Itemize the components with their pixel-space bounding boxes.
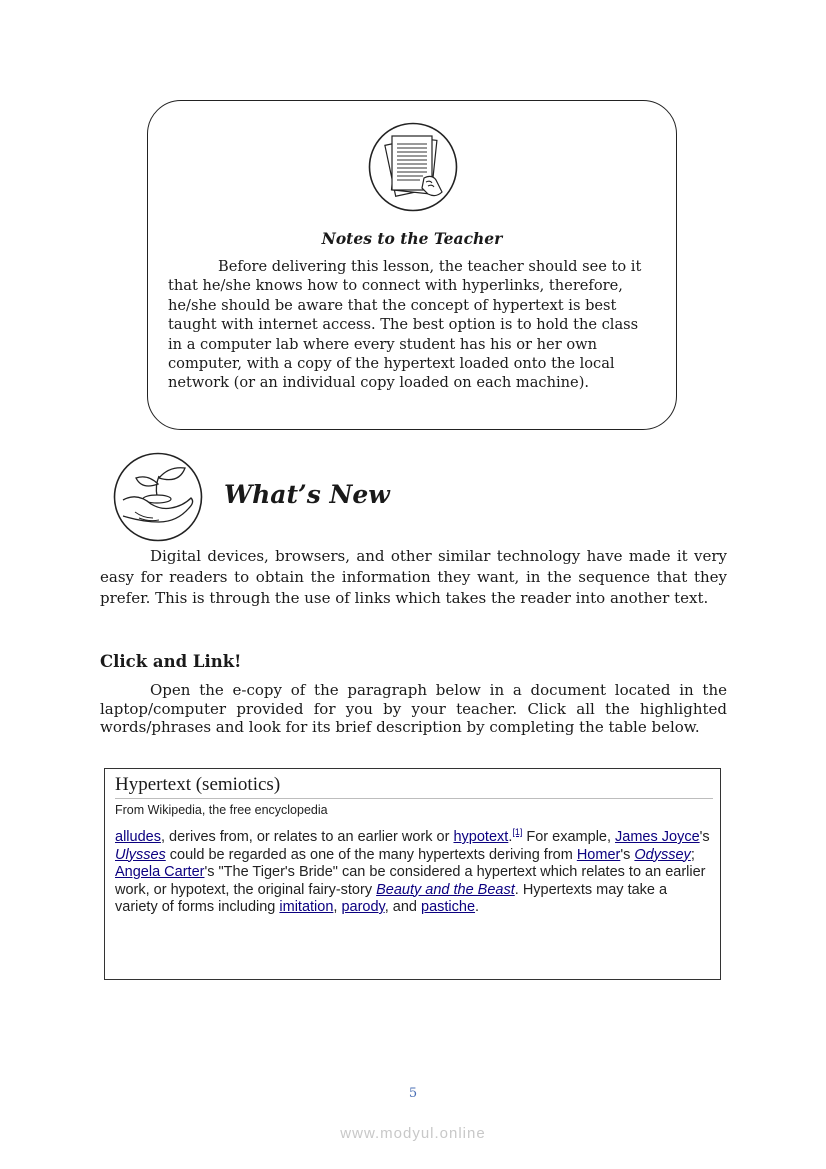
wiki-text-segment: . — [475, 899, 480, 915]
wiki-text-segment: 's — [620, 846, 635, 863]
watermark: www.modyul.online — [340, 1125, 486, 1142]
link-ulysses[interactable]: Ulysses — [115, 846, 166, 863]
wiki-text-segment: could be regarded as one of the many hypertexts deriving from — [165, 846, 577, 863]
link-reference-1[interactable]: [1] — [512, 827, 523, 838]
wiki-text-segment: For example, — [522, 829, 616, 845]
link-parody[interactable]: parody — [341, 899, 385, 915]
link-pastiche[interactable]: pastiche — [421, 899, 476, 915]
papers-in-hand-icon — [368, 122, 458, 212]
notes-body — [168, 257, 648, 393]
click-and-link-instructions — [100, 681, 727, 737]
wiki-text-segment: . — [508, 829, 513, 845]
notes-body-text: Before delivering this lesson, the teacher should see to it that he/she knows how to connect with hyperlinks, therefore, he/she should be aware that the concept of hypertext is best taught with internet access. The best option is to hold the class in a computer lab where every student has his or her own computer, with a copy of the hypertext loaded onto the local network (or an individual copy loaded on each machine). — [168, 258, 642, 392]
whats-new-intro-text: Digital devices, browsers, and other similar technology have made it very easy for readers to obtain the information they want, in the sequence that they prefer. This is through the use of links which takes the reader into another text. — [100, 547, 727, 607]
click-and-link-heading: Click and Link! — [100, 652, 242, 671]
page-number: 5 — [408, 1086, 418, 1101]
plant-in-hand-icon — [113, 452, 203, 542]
notes-title: Notes to the Teacher — [321, 229, 503, 248]
link-beauty-and-the-beast[interactable]: Beauty and the Beast — [376, 881, 515, 898]
link-homer[interactable]: Homer — [576, 846, 621, 863]
link-imitation[interactable]: imitation — [279, 899, 334, 915]
wiki-subtitle: From Wikipedia, the free encyclopedia — [115, 803, 328, 817]
link-james-joyce[interactable]: James Joyce — [615, 829, 700, 845]
wikipedia-excerpt-box — [104, 768, 721, 980]
link-hypotext[interactable]: hypotext — [453, 829, 509, 845]
wiki-article-title: Hypertext (semiotics) — [115, 774, 713, 799]
wiki-paragraph — [115, 829, 710, 917]
wiki-text-segment: , derives from, or relates to an earlier work or — [160, 829, 454, 845]
whats-new-heading: What’s New — [224, 480, 390, 509]
wiki-text-segment: ; — [690, 846, 695, 863]
whats-new-intro — [100, 546, 727, 609]
link-alludes[interactable]: alludes — [115, 829, 161, 845]
wiki-text-segment: , and — [384, 899, 422, 915]
wiki-text-segment: , — [333, 899, 342, 915]
notes-to-teacher-box — [147, 100, 677, 430]
click-and-link-text: Open the e-copy of the paragraph below in a document located in the laptop/computer provided for you by your teacher. Click all the highlighted words/phrases and look for its brief description by completing the table below. — [100, 681, 727, 736]
wiki-text-segment: 's "The Tiger's Bride" can be considered a hypertext which relates to an earlier work, or hypotext, the original fairy-story — [115, 864, 706, 898]
wiki-text-segment: 's — [699, 829, 710, 845]
link-odyssey[interactable]: Odyssey — [634, 846, 691, 863]
link-angela-carter[interactable]: Angela Carter — [115, 864, 205, 880]
wiki-text-segment: . Hypertexts may take a variety of forms including — [115, 881, 668, 915]
